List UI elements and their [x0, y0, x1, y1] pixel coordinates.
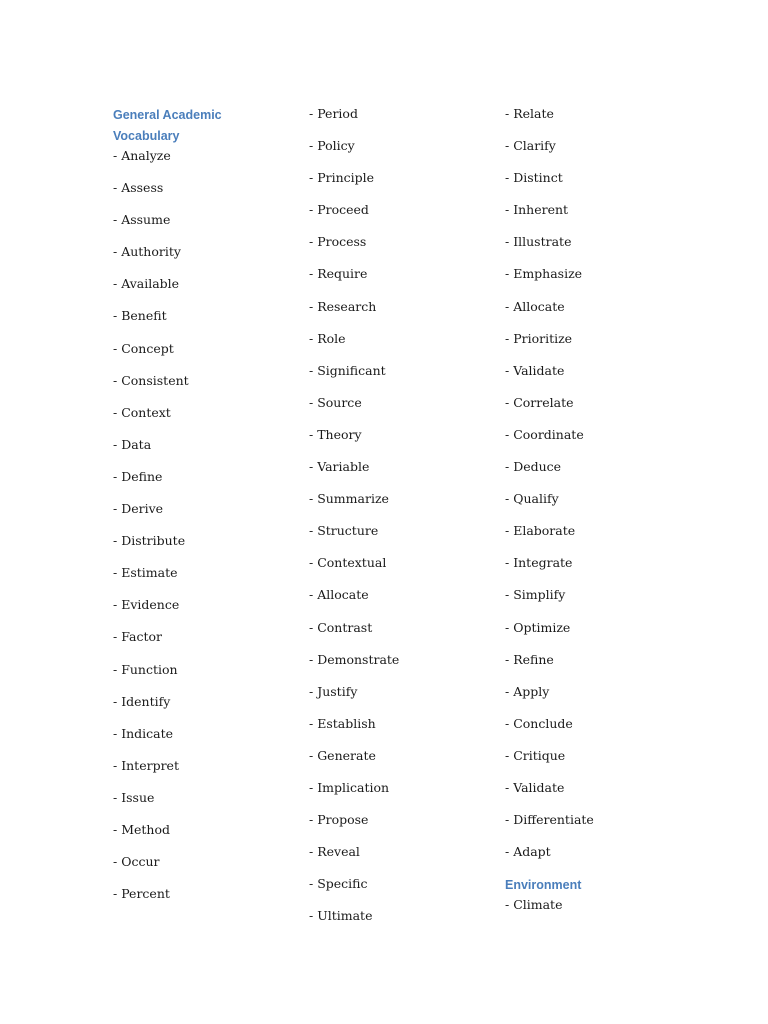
vocabulary-word: - Available: [113, 276, 180, 292]
vocabulary-word: - Refine: [505, 651, 554, 667]
vocabulary-word: - Integrate: [505, 555, 573, 571]
vocabulary-word: - Interpret: [113, 757, 179, 773]
vocabulary-word: - Indicate: [113, 725, 174, 741]
vocabulary-word: - Period: [309, 106, 358, 121]
vocabulary-word: - Derive: [113, 501, 164, 517]
vocabulary-word: - Allocate: [309, 587, 369, 603]
vocabulary-word: - Analyze: [113, 148, 171, 163]
vocabulary-word: - Conclude: [505, 715, 573, 731]
vocabulary-word: - Climate: [505, 897, 563, 913]
vocabulary-word: - Demonstrate: [309, 651, 400, 667]
vocabulary-word: - Allocate: [505, 298, 565, 314]
vocabulary-word: - Generate: [309, 747, 376, 763]
vocabulary-word: - Differentiate: [505, 812, 594, 828]
vocabulary-word: - Estimate: [113, 565, 178, 581]
vocabulary-word: - Simplify: [505, 587, 566, 603]
word-list-environment: [505, 895, 695, 927]
vocabulary-word: - Contextual: [309, 555, 387, 571]
vocabulary-word: - Data: [113, 436, 152, 452]
vocabulary-word: - Consistent: [113, 372, 189, 388]
vocabulary-word: - Process: [309, 234, 367, 250]
vocabulary-word: - Percent: [113, 886, 170, 902]
vocabulary-word: - Variable: [309, 459, 370, 475]
vocabulary-word: - Qualify: [505, 491, 559, 507]
vocabulary-column-1: [113, 104, 303, 916]
vocabulary-word: - Contrast: [309, 619, 373, 635]
vocabulary-word: - Critique: [505, 747, 566, 763]
vocabulary-word: - Distribute: [113, 533, 186, 549]
vocabulary-word: - Ultimate: [309, 908, 373, 924]
vocabulary-word: - Policy: [309, 138, 355, 154]
vocabulary-word: - Occur: [113, 854, 160, 870]
vocabulary-word: - Validate: [505, 362, 565, 378]
section-heading-environment: Environment: [505, 878, 582, 893]
vocabulary-word: - Deduce: [505, 459, 562, 475]
vocabulary-word: - Research: [309, 298, 377, 314]
vocabulary-word: - Concept: [113, 340, 174, 356]
vocabulary-word: - Factor: [113, 629, 162, 645]
vocabulary-word: - Evidence: [113, 597, 180, 613]
vocabulary-word: - Prioritize: [505, 330, 573, 346]
vocabulary-word: - Source: [309, 394, 362, 410]
vocabulary-word: - Validate: [505, 779, 565, 795]
word-list-column-3: [505, 104, 695, 874]
vocabulary-word: - Method: [113, 821, 170, 837]
vocabulary-word: - Emphasize: [505, 266, 583, 282]
vocabulary-column-3: [505, 104, 695, 927]
vocabulary-word: - Identify: [113, 693, 171, 709]
vocabulary-word: - Issue: [113, 789, 155, 805]
vocabulary-word: - Elaborate: [505, 523, 576, 539]
vocabulary-word: - Context: [113, 404, 171, 420]
vocabulary-word: - Benefit: [113, 308, 167, 324]
vocabulary-word: - Optimize: [505, 619, 571, 635]
vocabulary-word: - Inherent: [505, 202, 569, 218]
vocabulary-word: - Justify: [309, 683, 358, 699]
vocabulary-word: - Function: [113, 661, 178, 677]
section-heading-general-academic-vocabulary: General Academic Vocabulary: [113, 108, 222, 143]
vocabulary-word: - Define: [113, 468, 163, 484]
vocabulary-word: - Specific: [309, 876, 368, 892]
vocabulary-word: - Structure: [309, 523, 379, 539]
vocabulary-word: - Correlate: [505, 394, 574, 410]
vocabulary-word: - Assume: [113, 212, 171, 228]
vocabulary-word: - Illustrate: [505, 234, 572, 250]
vocabulary-word: - Distinct: [505, 170, 563, 186]
vocabulary-word: - Theory: [309, 426, 362, 442]
vocabulary-column-2: [309, 104, 499, 938]
vocabulary-word: - Reveal: [309, 844, 360, 860]
vocabulary-word: - Relate: [505, 106, 554, 121]
word-list-column-2: [309, 104, 499, 938]
vocabulary-word: - Establish: [309, 715, 376, 731]
vocabulary-word: - Clarify: [505, 138, 556, 154]
vocabulary-word: - Summarize: [309, 491, 389, 507]
vocabulary-word: - Role: [309, 330, 346, 346]
vocabulary-word: - Implication: [309, 779, 390, 795]
vocabulary-word: - Proceed: [309, 202, 369, 218]
vocabulary-word: - Apply: [505, 683, 550, 699]
vocabulary-word: - Principle: [309, 170, 375, 186]
vocabulary-word: - Authority: [113, 244, 181, 260]
vocabulary-word: - Assess: [113, 180, 164, 196]
vocabulary-word: - Significant: [309, 362, 386, 378]
vocabulary-word: - Adapt: [505, 844, 551, 860]
vocabulary-word: - Coordinate: [505, 426, 584, 442]
vocabulary-word: - Propose: [309, 812, 369, 828]
word-list-column-1: [113, 146, 303, 916]
vocabulary-word: - Require: [309, 266, 368, 282]
